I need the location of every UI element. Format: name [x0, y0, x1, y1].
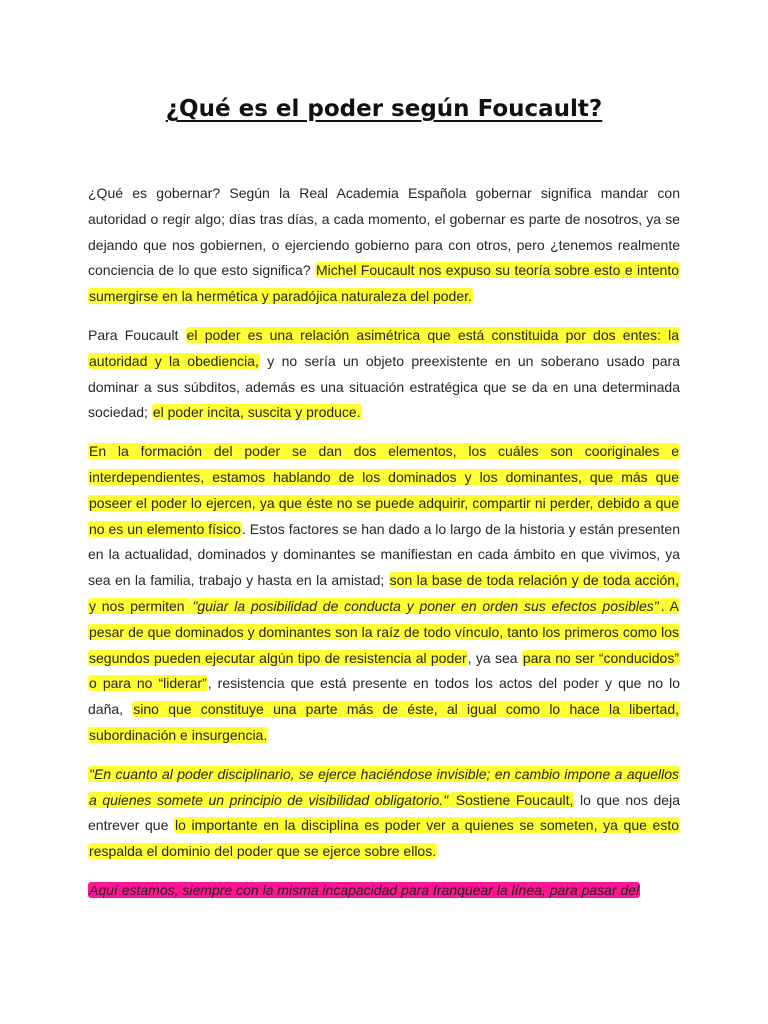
highlighted-text: . A pesar de que dominados y dominantes son la raíz de todo vínculo, tanto los primeros como los segundos pueden ejecutar algún tipo de resistencia al poder — [89, 597, 679, 666]
highlighted-text: sino que constituye una parte más de éste, al igual como lo hace la libertad, subordinación e insurgencia. — [89, 701, 679, 743]
highlighted-text: Sostiene Foucault, — [450, 791, 574, 808]
highlighted-text: Michel Foucault nos expuso su teoría sobre esto e intento sumergirse en la hermética y paradójica naturaleza del poder. — [89, 262, 679, 305]
paragraph-5 — [88, 878, 680, 904]
highlighted-text: para no ser “conducidos” o para no “liderar” — [89, 649, 679, 692]
text-segment: , ya sea — [467, 649, 522, 666]
text-segment: ¿Qué es gobernar? Según la Real Academia Española gobernar significa mandar con autoridad o regir algo; días tras días, a cada momento, el gobernar es parte de nosotros, ya se dejando que nos gobiernen, o ejerciendo gobierno para con otros, pero ¿tenemos realmente conciencia de lo que esto significa? — [88, 185, 680, 279]
text-segment: y no sería un objeto preexistente en un soberano usado para dominar a sus súbditos, además es una situación estratégica que se da en una determinada sociedad; — [88, 352, 680, 421]
text-segment: . Estos factores se han dado a lo largo de la historia y están presenten en la actualidad, dominados y dominantes se manifiestan en cada ámbito en que vivimos, ya sea en la familia, trabajo y hasta en la amistad; — [88, 520, 680, 589]
text-segment: Para Foucault — [88, 326, 186, 343]
document-body — [88, 181, 680, 917]
highlighted-quote: "guiar la posibilidad de conducta y poner en orden sus efectos posibles" — [192, 597, 659, 614]
paragraph-3 — [88, 439, 680, 749]
highlighted-text: son la base de toda relación y de toda acción, y nos permiten — [89, 572, 679, 614]
pink-highlighted-text: Aquí estamos, siempre con la misma incapacidad para franquear la línea, para pasar del — [89, 881, 640, 898]
highlighted-text: el poder incita, suscita y produce. — [152, 404, 361, 421]
highlighted-text: lo importante en la disciplina es poder ver a quienes se someten, ya que esto respalda el dominio del poder que se ejerce sobre ellos. — [89, 817, 679, 860]
paragraph-2 — [88, 323, 680, 426]
page-title: ¿Qué es el poder según Foucault? — [165, 96, 603, 122]
text-segment: lo que nos deja entrever que — [88, 791, 680, 834]
text-segment: , resistencia que está presente en todos los actos del poder y que no lo daña, — [88, 675, 680, 718]
paragraph-4 — [88, 762, 680, 865]
highlighted-text: En la formación del poder se dan dos elementos, los cuáles son cooriginales e interdependientes, estamos hablando de los dominados y los dominantes, que más que poseer el poder lo ejercen, ya que éste no se puede adquirir, compartir ni perder, debido a que no es un elemento físico — [89, 443, 679, 537]
paragraph-1 — [88, 181, 680, 310]
highlighted-quote: "En cuanto al poder disciplinario, se ejerce haciéndose invisible; en cambio impone a aquellos a quienes somete un principio de visibilidad obligatorio." — [89, 765, 679, 808]
highlighted-text: el poder es una relación asimétrica que está constituida por dos entes: la autoridad y la obediencia, — [89, 326, 679, 369]
